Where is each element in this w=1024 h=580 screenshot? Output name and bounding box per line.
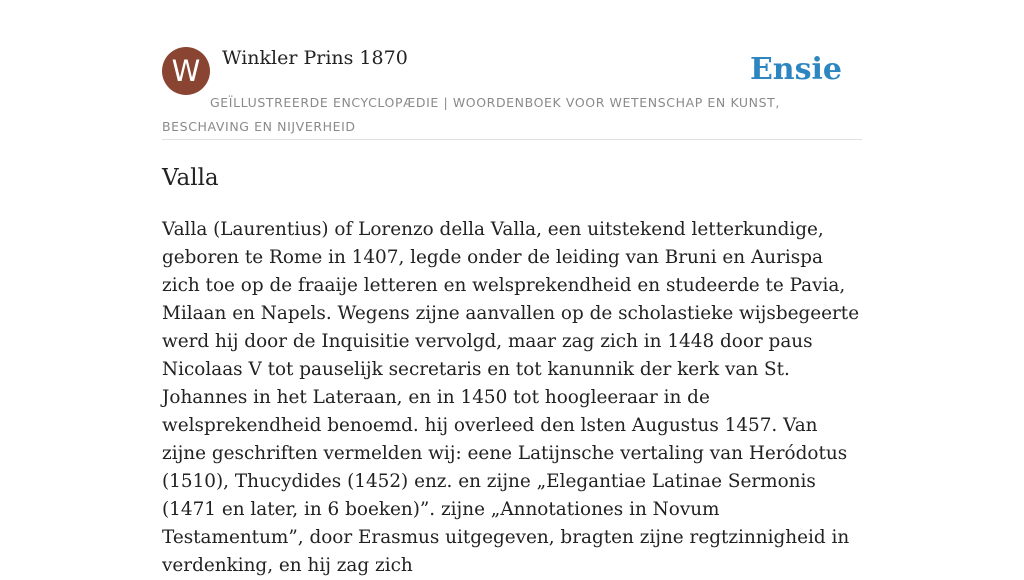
source-header — [162, 46, 862, 140]
article-body: Valla (Laurentius) of Lorenzo della Valla, een uitstekend letterkundige, geboren te Rome in 1407, legde onder de leiding van Bruni en Aurispa zich toe op de fraaije letteren en welsprekendheid en studeerde te Pavia, Milaan en Napels. Wegens zijne aanvallen op de scholastieke wijsbegeerte werd hij door de Inquisitie vervolgd, maar zag zich in 1448 door paus Nicolaas V tot pauselijk secretaris en tot kanunnik der kerk van St. Johannes in het Lateraan, en in 1450 tot hoogleeraar in de welsprekendheid benoemd. hij overleed den lsten Augustus 1457. Van zijne geschriften vermelden wij: eene Latijnsche vertaling van Heródotus (1510), Thucydides (1452) enz. en zijne „Elegantiae Latinae Sermonis (1471 en later, in 6 boeken)”. zijne „Annotationes in Novum Testamentum”, door Erasmus uitgegeven, bragten zijne regtzinnigheid in verdenking, en hij zag zich — [162, 219, 860, 576]
source-title-link[interactable]: Winkler Prins 1870 — [222, 47, 408, 69]
source-subtitle: GEÏLLUSTREERDE ENCYCLOPÆDIE | WOORDENBOEK VOOR WETENSCHAP EN KUNST, BESCHAVING EN NIJVERHEID — [162, 95, 780, 134]
ensie-logo-link[interactable]: Ensie — [749, 52, 842, 87]
source-avatar[interactable]: W — [162, 47, 210, 95]
article-title: Valla — [162, 165, 219, 191]
